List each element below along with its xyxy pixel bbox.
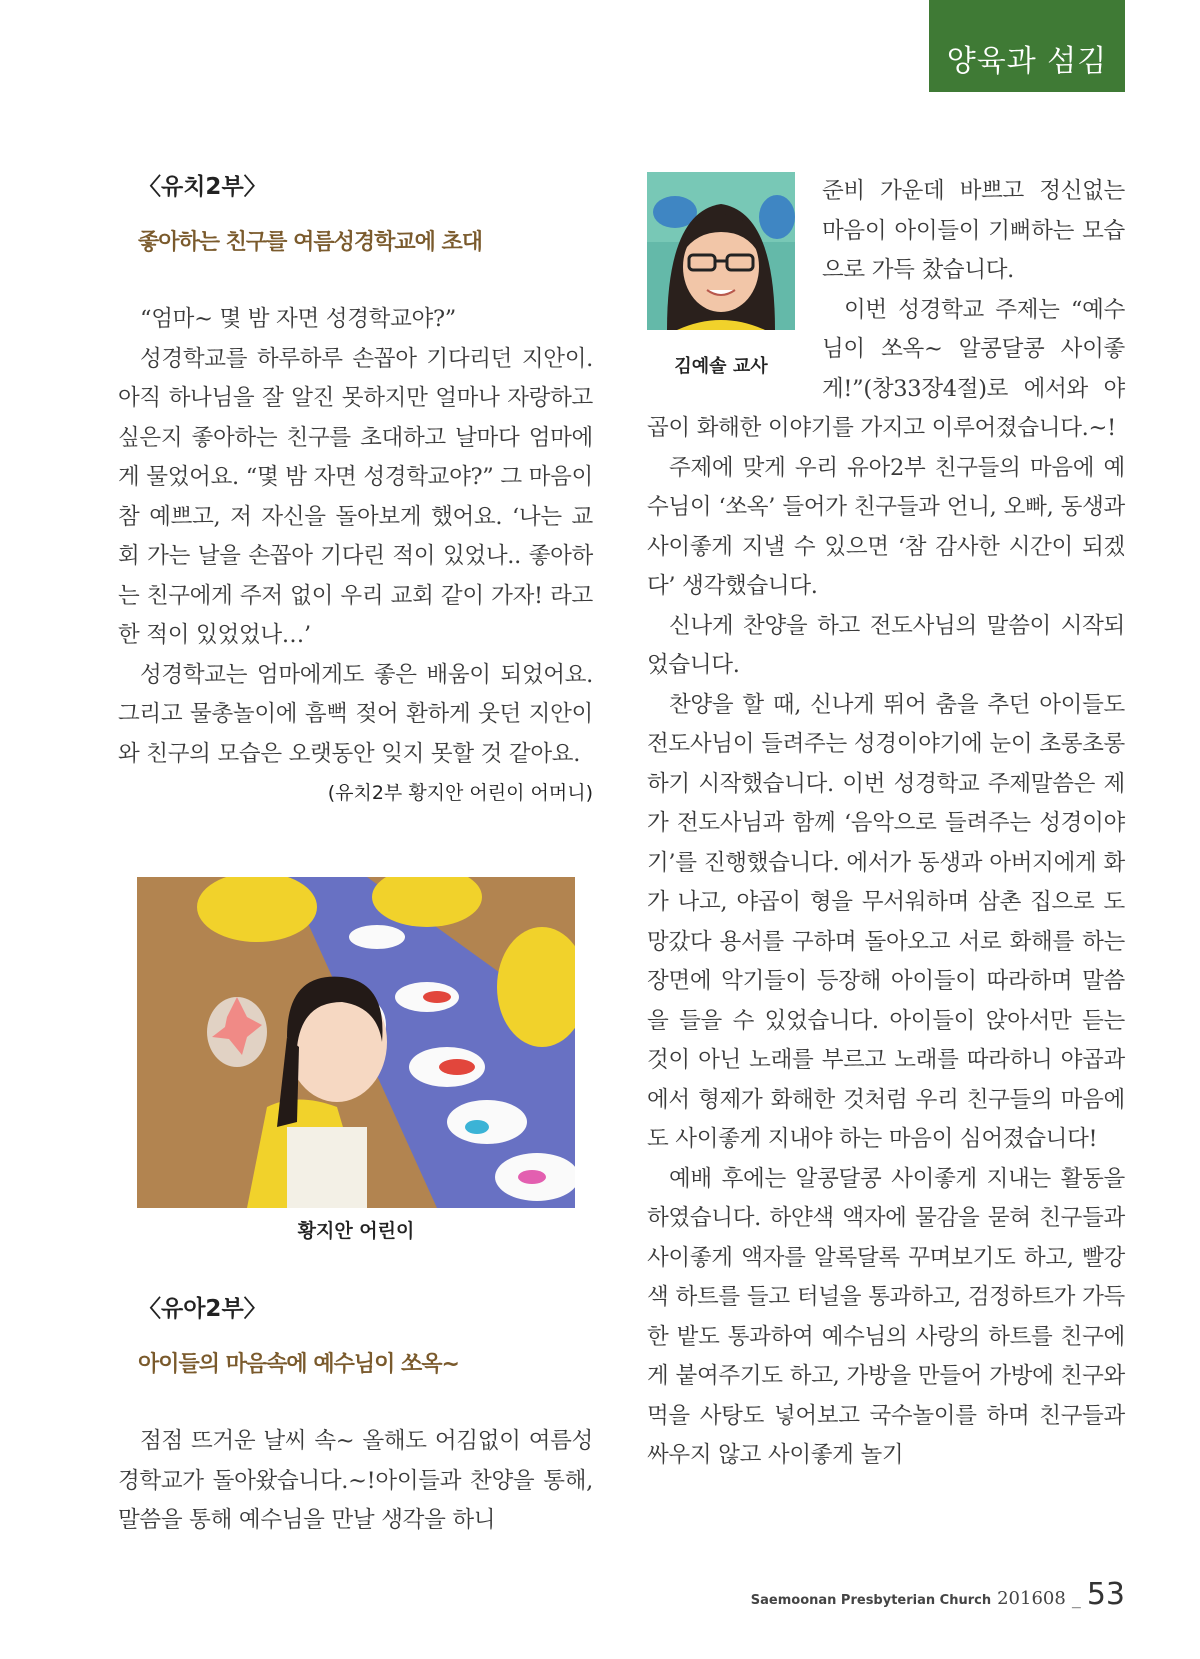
children-activity-photo bbox=[137, 877, 575, 1208]
right-paragraph: 예배 후에는 알콩달콩 사이좋게 지내는 활동을 하였습니다. 하얀색 액자에 물감을 묻혀 친구들과 사이좋게 액자를 알록달록 꾸며보기도 하고, 빨강색 하트를 들고 터널을 통과하고, 검정하트가 가득한 밭도 통과하여 예수님의 사랑의 하트를 친구에게 붙여주기도 하고, 가방을 만들어 가방에 친구와 먹을 사탕도 넣어보고 국수놀이를 하며 친구들과 싸우지 않고 사이좋게 놀기 bbox=[647, 1165, 1125, 1468]
right-paragraph: 이번 성경학교 주제는 “예수님이 쏘옥~ 알콩달콩 사이좋게!”(창33장4절)로 에서와 야곱이 화해한 이야기를 가지고 이루어졌습니다.~! bbox=[647, 296, 1125, 441]
footer-issue: 201608 bbox=[997, 1588, 1066, 1609]
page-footer bbox=[751, 1577, 1125, 1612]
right-paragraph: 준비 가운데 바쁘고 정신없는 마음이 아이들이 기뻐하는 모습으로 가득 찼습니다. bbox=[822, 178, 1125, 283]
section2-subheading: 아이들의 마음속에 예수님이 쏘옥~ bbox=[138, 1352, 459, 1377]
section2 bbox=[118, 1290, 593, 1541]
section-tag: 양육과 섬김 bbox=[929, 0, 1125, 92]
footer-separator: _ bbox=[1071, 1588, 1081, 1609]
left-column bbox=[118, 168, 593, 805]
section1-subheading: 좋아하는 친구를 여름성경학교에 초대 bbox=[138, 230, 483, 255]
right-paragraph: 찬양을 할 때, 신나게 뛰어 춤을 추던 아이들도 전도사님이 들려주는 성경이야기에 눈이 초롱초롱 하기 시작했습니다. 이번 성경학교 주제말씀은 제가 전도사님과 함께 ‘음악으로 들려주는 성경이야기’를 진행했습니다. 에서가 동생과 아버지에게 화가 나고, 야곱이 형을 무서워하며 삼촌 집으로 도망갔다 용서를 구하며 돌아오고 서로 화해를 하는 장면에 악기들이 등장해 아이들이 따라하며 말씀을 들을 수 있었습니다. 아이들이 앉아서만 듣는 것이 아닌 노래를 부르고 노래를 따라하니 야곱과 에서 형제가 화해한 것처럼 우리 친구들의 마음에도 사이좋게 지내야 하는 마음이 심어졌습니다! bbox=[647, 691, 1125, 1152]
teacher-portrait-photo bbox=[647, 172, 795, 330]
section2-paragraph: 점점 뜨거운 날씨 속~ 올해도 어김없이 여름성경학교가 돌아왔습니다.~!아이들과 찬양을 통해, 말씀을 통해 예수님을 만날 생각을 하니 bbox=[118, 1428, 593, 1533]
section1-heading: 〈유치2부〉 bbox=[138, 174, 267, 200]
right-paragraph: 주제에 맞게 우리 유아2부 친구들의 마음에 예수님이 ‘쏘옥’ 들어가 친구들과 언니, 오빠, 동생과 사이좋게 지낼 수 있으면 ‘참 감사한 시간이 되겠다’ 생각했습니다. bbox=[647, 454, 1125, 599]
section1-paragraph: “엄마~ 몇 밤 자면 성경학교야?” bbox=[140, 306, 456, 332]
teacher-portrait-caption: 김예솔 교사 bbox=[674, 356, 768, 377]
teacher-portrait-block bbox=[647, 172, 802, 378]
children-photo-caption: 황지안 어린이 bbox=[297, 1220, 415, 1242]
page-number: 53 bbox=[1086, 1577, 1125, 1612]
section1-paragraph: 성경학교는 엄마에게도 좋은 배움이 되었어요. 그리고 물총놀이에 흠뻑 젖어 환하게 웃던 지안이와 친구의 모습은 오랫동안 잊지 못할 것 같아요. bbox=[118, 661, 593, 767]
footer-church-name: Saemoonan Presbyterian Church bbox=[750, 1593, 992, 1608]
section1-credit: (유치2부 황지안 어린이 어머니) bbox=[327, 782, 593, 804]
section2-heading: 〈유아2부〉 bbox=[138, 1296, 267, 1322]
section1-paragraph: 성경학교를 하루하루 손꼽아 기다리던 지안이. 아직 하나님을 잘 알진 못하지만 얼마나 자랑하고 싶은지 좋아하는 친구를 초대하고 날마다 엄마에게 물었어요. “몇 밤 자면 성경학교야?” 그 마음이 참 예쁘고, 저 자신을 돌아보게 했어요. ‘나는 교회 가는 날을 손꼽아 기다린 적이 있었나.. 좋아하는 친구에게 주저 없이 우리 교회 같이 가자! 라고 한 적이 있었었나…’ bbox=[118, 345, 593, 648]
right-paragraph: 신나게 찬양을 하고 전도사님의 말씀이 시작되었습니다. bbox=[647, 612, 1125, 678]
right-column bbox=[647, 172, 1125, 1476]
